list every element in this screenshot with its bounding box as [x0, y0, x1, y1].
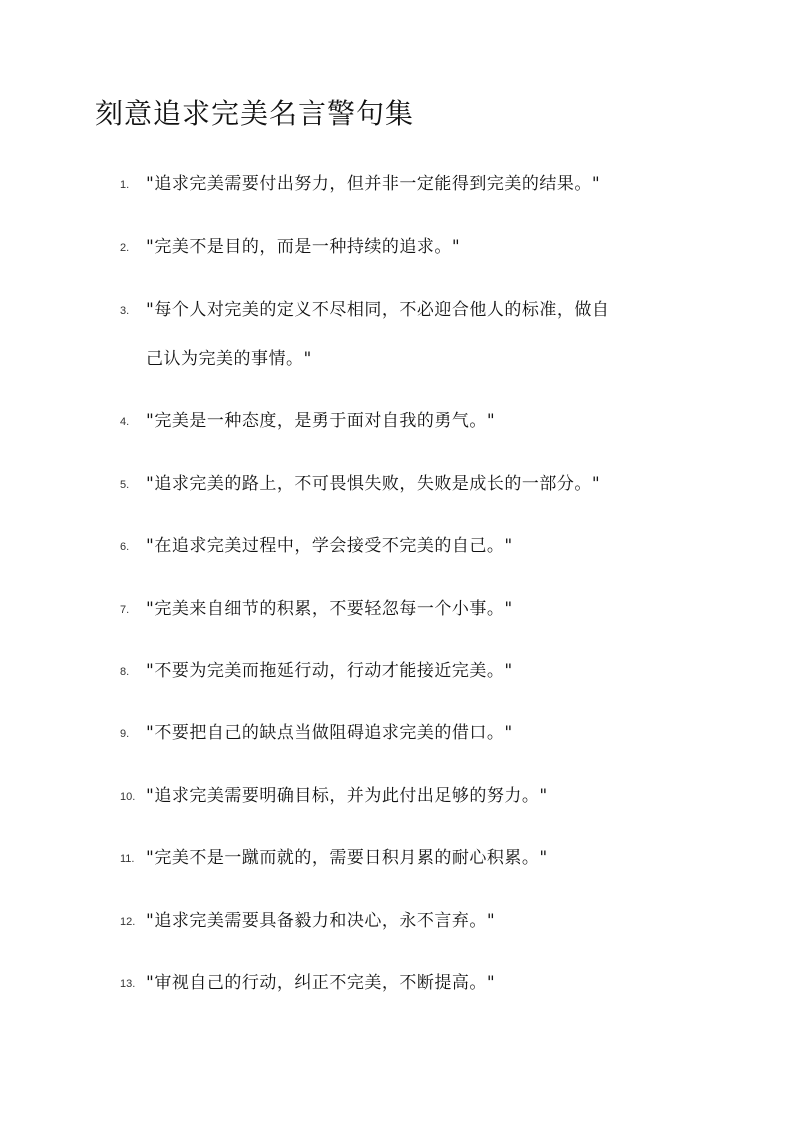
page-title: 刻意追求完美名言警句集 [95, 97, 415, 130]
list-item-number: 6. [120, 541, 130, 553]
list-item-number: 12. [120, 916, 136, 928]
list-item-number: 11. [120, 853, 135, 865]
list-item-text: "完美不是一蹴而就的，需要日积月累的耐心积累。" [146, 848, 548, 868]
list-item-number: 1. [120, 179, 130, 191]
list-item-number: 7. [120, 604, 130, 616]
list-item-text: "在追求完美过程中，学会接受不完美的自己。" [146, 536, 513, 556]
list-item-number: 2. [120, 242, 130, 254]
list-item-text-continued: 己认为完美的事情。" [146, 349, 312, 369]
list-item-number: 3. [120, 305, 130, 317]
list-item-text: "追求完美需要付出努力，但并非一定能得到完美的结果。" [146, 174, 601, 194]
list-item-number: 10. [120, 791, 136, 803]
list-item-number: 4. [120, 416, 130, 428]
list-item-text: "完美不是目的，而是一种持续的追求。" [146, 237, 461, 257]
list-item-number: 5. [120, 479, 130, 491]
list-item-text: "每个人对完美的定义不尽相同，不必迎合他人的标准，做自 [146, 300, 610, 320]
list-item-text: "完美来自细节的积累，不要轻忽每一个小事。" [146, 599, 513, 619]
list-item-text: "不要把自己的缺点当做阻碍追求完美的借口。" [146, 723, 513, 743]
list-item-text: "追求完美需要具备毅力和决心，永不言弃。" [146, 911, 496, 931]
list-item-number: 8. [120, 666, 130, 678]
list-item-text: "追求完美的路上，不可畏惧失败，失败是成长的一部分。" [146, 474, 601, 494]
list-item-number: 9. [120, 728, 130, 740]
list-item-text: "完美是一种态度，是勇于面对自我的勇气。" [146, 411, 496, 431]
list-item-text: "不要为完美而拖延行动，行动才能接近完美。" [146, 661, 513, 681]
list-item-text: "审视自己的行动，纠正不完美，不断提高。" [146, 973, 496, 993]
list-item-text: "追求完美需要明确目标，并为此付出足够的努力。" [146, 786, 548, 806]
list-item-number: 13. [120, 978, 136, 990]
